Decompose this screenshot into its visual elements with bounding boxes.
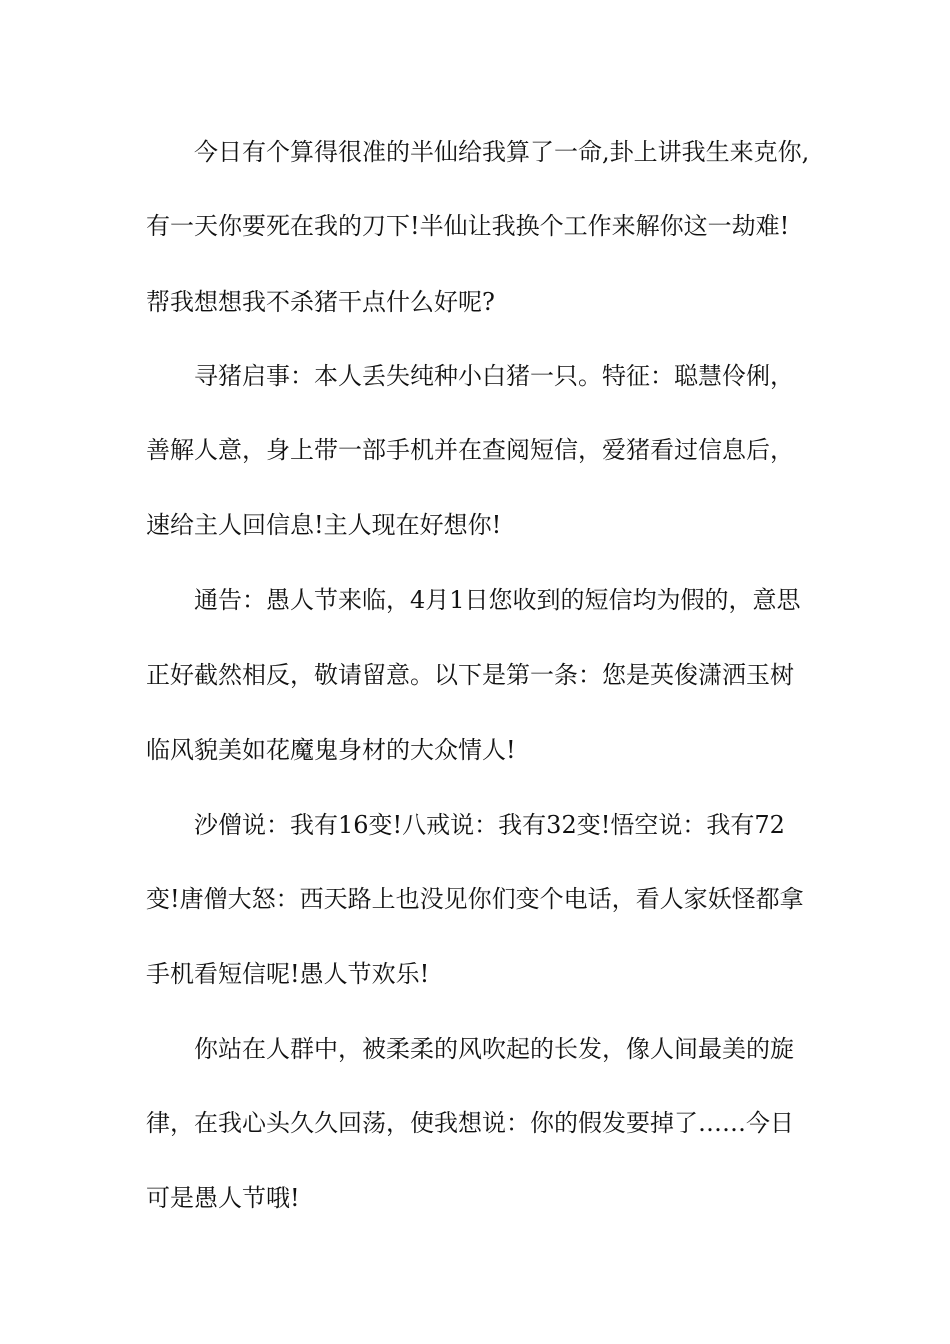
text-line: 沙僧说：我有16变!八戒说：我有32变!悟空说：我有72 — [194, 811, 785, 839]
text-line: 临风貌美如花魔鬼身材的大众情人! — [146, 736, 516, 764]
text-line: 可是愚人节哦! — [146, 1184, 300, 1212]
text-line: 手机看短信呢!愚人节欢乐! — [146, 960, 430, 988]
text-line: 正好截然相反，敬请留意。以下是第一条：您是英俊潇洒玉树 — [146, 661, 794, 689]
text-line: 寻猪启事：本人丢失纯种小白猪一只。特征：聪慧伶俐， — [194, 362, 794, 390]
text-line: 通告：愚人节来临，4月1日您收到的短信均为假的，意思 — [194, 586, 801, 614]
text-line: 速给主人回信息!主人现在好想你! — [146, 511, 502, 539]
text-line: 有一天你要死在我的刀下!半仙让我换个工作来解你这一劫难! — [146, 212, 790, 240]
text-line: 善解人意，身上带一部手机并在查阅短信，爱猪看过信息后， — [146, 436, 794, 464]
text-line: 今日有个算得很准的半仙给我算了一命,卦上讲我生来克你, — [194, 138, 810, 166]
text-line: 律，在我心头久久回荡，使我想说：你的假发要掉了……今日 — [146, 1109, 794, 1137]
text-line: 变!唐僧大怒：西天路上也没见你们变个电话，看人家妖怪都拿 — [146, 885, 804, 913]
text-line: 你站在人群中，被柔柔的风吹起的长发，像人间最美的旋 — [194, 1035, 794, 1063]
text-line: 帮我想想我不杀猪干点什么好呢? — [146, 288, 495, 316]
